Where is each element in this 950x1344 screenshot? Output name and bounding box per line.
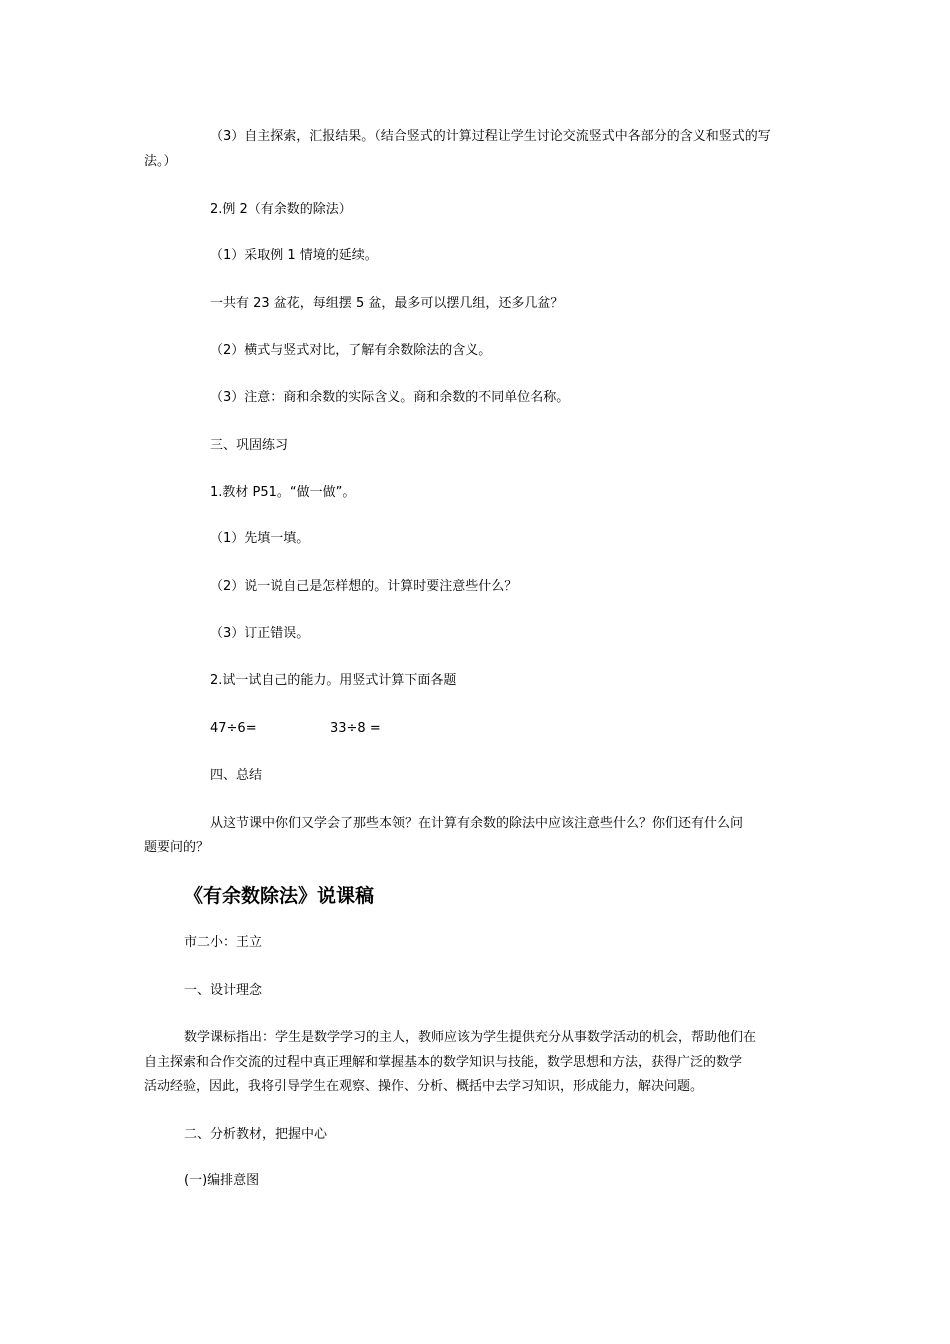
design-para-line2: 自主探索和合作交流的过程中真正理解和掌握基本的数学知识与技能，数学思想和方法，获得广泛的数学	[144, 1055, 743, 1070]
design-para-line1: 数学课标指出：学生是数学学习的主人，教师应该为学生提供充分从事数学活动的机会，帮助他们在	[184, 1030, 757, 1045]
author-line: 市二小：王立	[184, 935, 263, 950]
summary-line1: 从这节课中你们又学会了那些本领？在计算有余数的除法中应该注意些什么？你们还有什么问	[210, 816, 744, 831]
calc-problem-2: 33÷8 =	[330, 721, 381, 736]
example2-item2: （2）横式与竖式对比，了解有余数除法的含义。	[210, 343, 492, 358]
section-practice-heading: 三、巩固练习	[210, 438, 289, 453]
practice-item2: 2.试一试自己的能力。用竖式计算下面各题	[210, 673, 457, 688]
step3-line1: （3）自主探索，汇报结果。（结合竖式的计算过程让学生讨论交流竖式中各部分的含义和竖式的写	[210, 129, 771, 144]
section-design-heading: 一、设计理念	[184, 983, 263, 998]
practice-sub1: （1）先填一填。	[210, 531, 310, 546]
summary-line2: 题要问的？	[144, 840, 210, 855]
section-analysis-heading: 二、分析教材，把握中心	[184, 1127, 328, 1142]
step3-line2: 法。）	[144, 154, 177, 169]
calc-problem-1: 47÷6=	[210, 721, 257, 736]
document-title: 《有余数除法》说课稿	[184, 885, 375, 907]
design-para-line3: 活动经验，因此，我将引导学生在观察、操作、分析、概括中去学习知识，形成能力，解决问题。	[144, 1079, 704, 1094]
example2-item1: （1）采取例 1 情境的延续。	[210, 248, 378, 263]
subsection-arrangement-heading: (一)编排意图	[184, 1173, 260, 1188]
example2-problem: 一共有 23 盆花，每组摆 5 盆，最多可以摆几组，还多几盆？	[210, 296, 564, 311]
practice-sub3: （3）订正错误。	[210, 626, 310, 641]
example2-item3: （3）注意：商和余数的实际含义。商和余数的不同单位名称。	[210, 390, 570, 405]
practice-item1: 1.教材 P51。“做一做”。	[210, 485, 356, 500]
example2-heading: 2.例 2（有余数的除法）	[210, 202, 352, 217]
practice-sub2: （2）说一说自己是怎样想的。计算时要注意些什么？	[210, 579, 518, 594]
section-summary-heading: 四、总结	[210, 768, 263, 783]
